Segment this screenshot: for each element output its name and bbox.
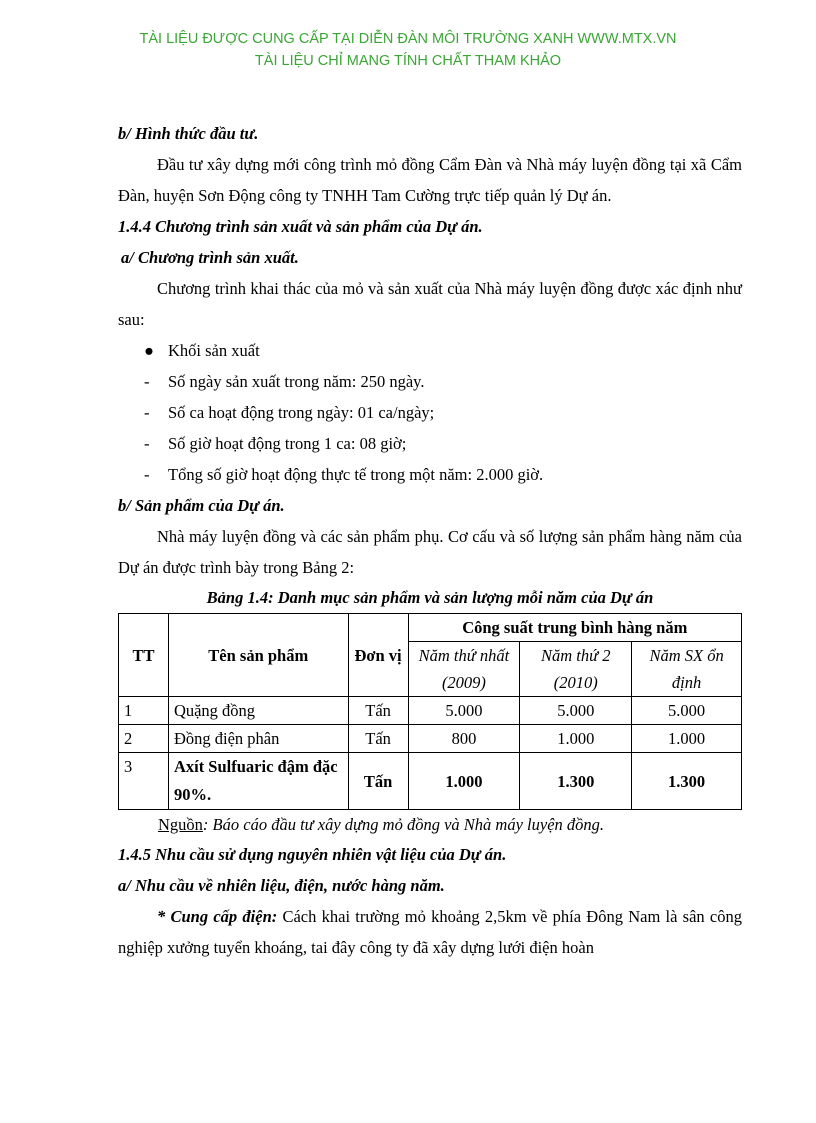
col-header-year-1: Năm thứ nhất (2009) [408, 642, 520, 697]
power-supply-lead: * Cung cấp điện: [157, 907, 278, 926]
dash-icon: - [144, 465, 150, 484]
col-header-stable: Năm SX ổn định [632, 642, 742, 697]
table-caption: Bảng 1.4: Danh mục sản phẩm và sản lượng mỗi năm của Dự án [206, 588, 654, 607]
source-label: Nguồn [158, 815, 203, 834]
dash-item [118, 428, 742, 459]
table-source [118, 810, 742, 839]
bullet-icon: ● [144, 341, 154, 360]
cell-unit: Tấn [348, 753, 408, 810]
page-header [0, 28, 816, 72]
source-text: : Báo cáo đầu tư xây dựng mỏ đồng và Nhà máy luyện đồng. [202, 815, 605, 834]
heading-production-program: a/ Chương trình sản xuất. [121, 248, 299, 267]
cell-value-stable: 5.000 [632, 697, 742, 725]
cell-tt: 1 [119, 697, 169, 725]
dash-text: Số ngày sản xuất trong năm: 250 ngày. [168, 372, 425, 391]
heading-products: b/ Sản phẩm của Dự án. [118, 496, 285, 515]
power-supply-text: Cách khai trường mỏ khoảng 2,5km về phía Đông Nam là sân công nghiệp xưởng tuyển khoáng, tai đây công ty đã xây dựng lưới điện hoàn [118, 907, 742, 957]
col-header-capacity: Công suất trung bình hàng năm [408, 614, 741, 642]
table-row [119, 697, 742, 725]
paragraph-production: Chương trình khai thác của mỏ và sản xuất của Nhà máy luyện đồng được xác định như sau: [118, 279, 742, 329]
table-row [119, 725, 742, 753]
products-table [118, 613, 742, 810]
heading-investment-form: b/ Hình thức đầu tư. [118, 124, 259, 143]
paragraph-investment: Đầu tư xây dựng mới công trình mỏ đồng Cẩm Đàn và Nhà máy luyện đồng tại xã Cẩm Đàn, huyện Sơn Động công ty TNHH Tam Cường trực tiếp quản lý Dự án. [118, 155, 742, 205]
col-header-tt: TT [119, 614, 169, 697]
cell-product-name: Axít Sulfuaric đậm đặc 90%. [168, 753, 348, 810]
dash-text: Tổng số giờ hoạt động thực tế trong một năm: 2.000 giờ. [168, 465, 544, 484]
cell-value-year-1: 5.000 [408, 697, 520, 725]
cell-value-year-2: 1.000 [520, 725, 632, 753]
cell-tt: 3 [119, 753, 169, 810]
cell-value-year-1: 1.000 [408, 753, 520, 810]
cell-product-name: Đồng điện phân [168, 725, 348, 753]
dash-item [118, 366, 742, 397]
heading-fuel-needs: a/ Nhu cầu về nhiên liệu, điện, nước hàng năm. [118, 876, 445, 895]
paragraph-power-supply [118, 901, 742, 963]
dash-icon: - [144, 434, 150, 453]
cell-value-year-1: 800 [408, 725, 520, 753]
dash-icon: - [144, 403, 150, 422]
cell-value-year-2: 1.300 [520, 753, 632, 810]
col-header-product-name: Tên sản phẩm [168, 614, 348, 697]
heading-1-4-5: 1.4.5 Nhu cầu sử dụng nguyên nhiên vật liệu của Dự án. [118, 845, 507, 864]
paragraph-products: Nhà máy luyện đồng và các sản phẩm phụ. Cơ cấu và số lượng sản phẩm hàng năm của Dự án được trình bày trong Bảng 2: [118, 527, 742, 577]
dash-text: Số ca hoạt động trong ngày: 01 ca/ngày; [168, 403, 435, 422]
bullet-item [118, 335, 742, 366]
cell-product-name: Quặng đồng [168, 697, 348, 725]
cell-unit: Tấn [348, 725, 408, 753]
cell-unit: Tấn [348, 697, 408, 725]
table-row [119, 753, 742, 810]
document-body [118, 118, 742, 963]
table-header-row [119, 614, 742, 642]
dash-item [118, 397, 742, 428]
cell-tt: 2 [119, 725, 169, 753]
col-header-year-2: Năm thứ 2 (2010) [520, 642, 632, 697]
cell-value-year-2: 5.000 [520, 697, 632, 725]
cell-value-stable: 1.000 [632, 725, 742, 753]
dash-item [118, 459, 742, 490]
heading-1-4-4: 1.4.4 Chương trình sản xuất và sản phẩm của Dự án. [118, 217, 483, 236]
header-line-1: TÀI LIỆU ĐƯỢC CUNG CẤP TẠI DIỄN ĐÀN MÔI TRƯỜNG XANH WWW.MTX.VN [139, 31, 677, 47]
dash-icon: - [144, 372, 150, 391]
cell-value-stable: 1.300 [632, 753, 742, 810]
col-header-unit: Đơn vị [348, 614, 408, 697]
header-line-2: TÀI LIỆU CHỈ MANG TÍNH CHẤT THAM KHẢO [254, 53, 562, 69]
bullet-text: Khối sản xuất [168, 341, 260, 360]
dash-text: Số giờ hoạt động trong 1 ca: 08 giờ; [168, 434, 407, 453]
